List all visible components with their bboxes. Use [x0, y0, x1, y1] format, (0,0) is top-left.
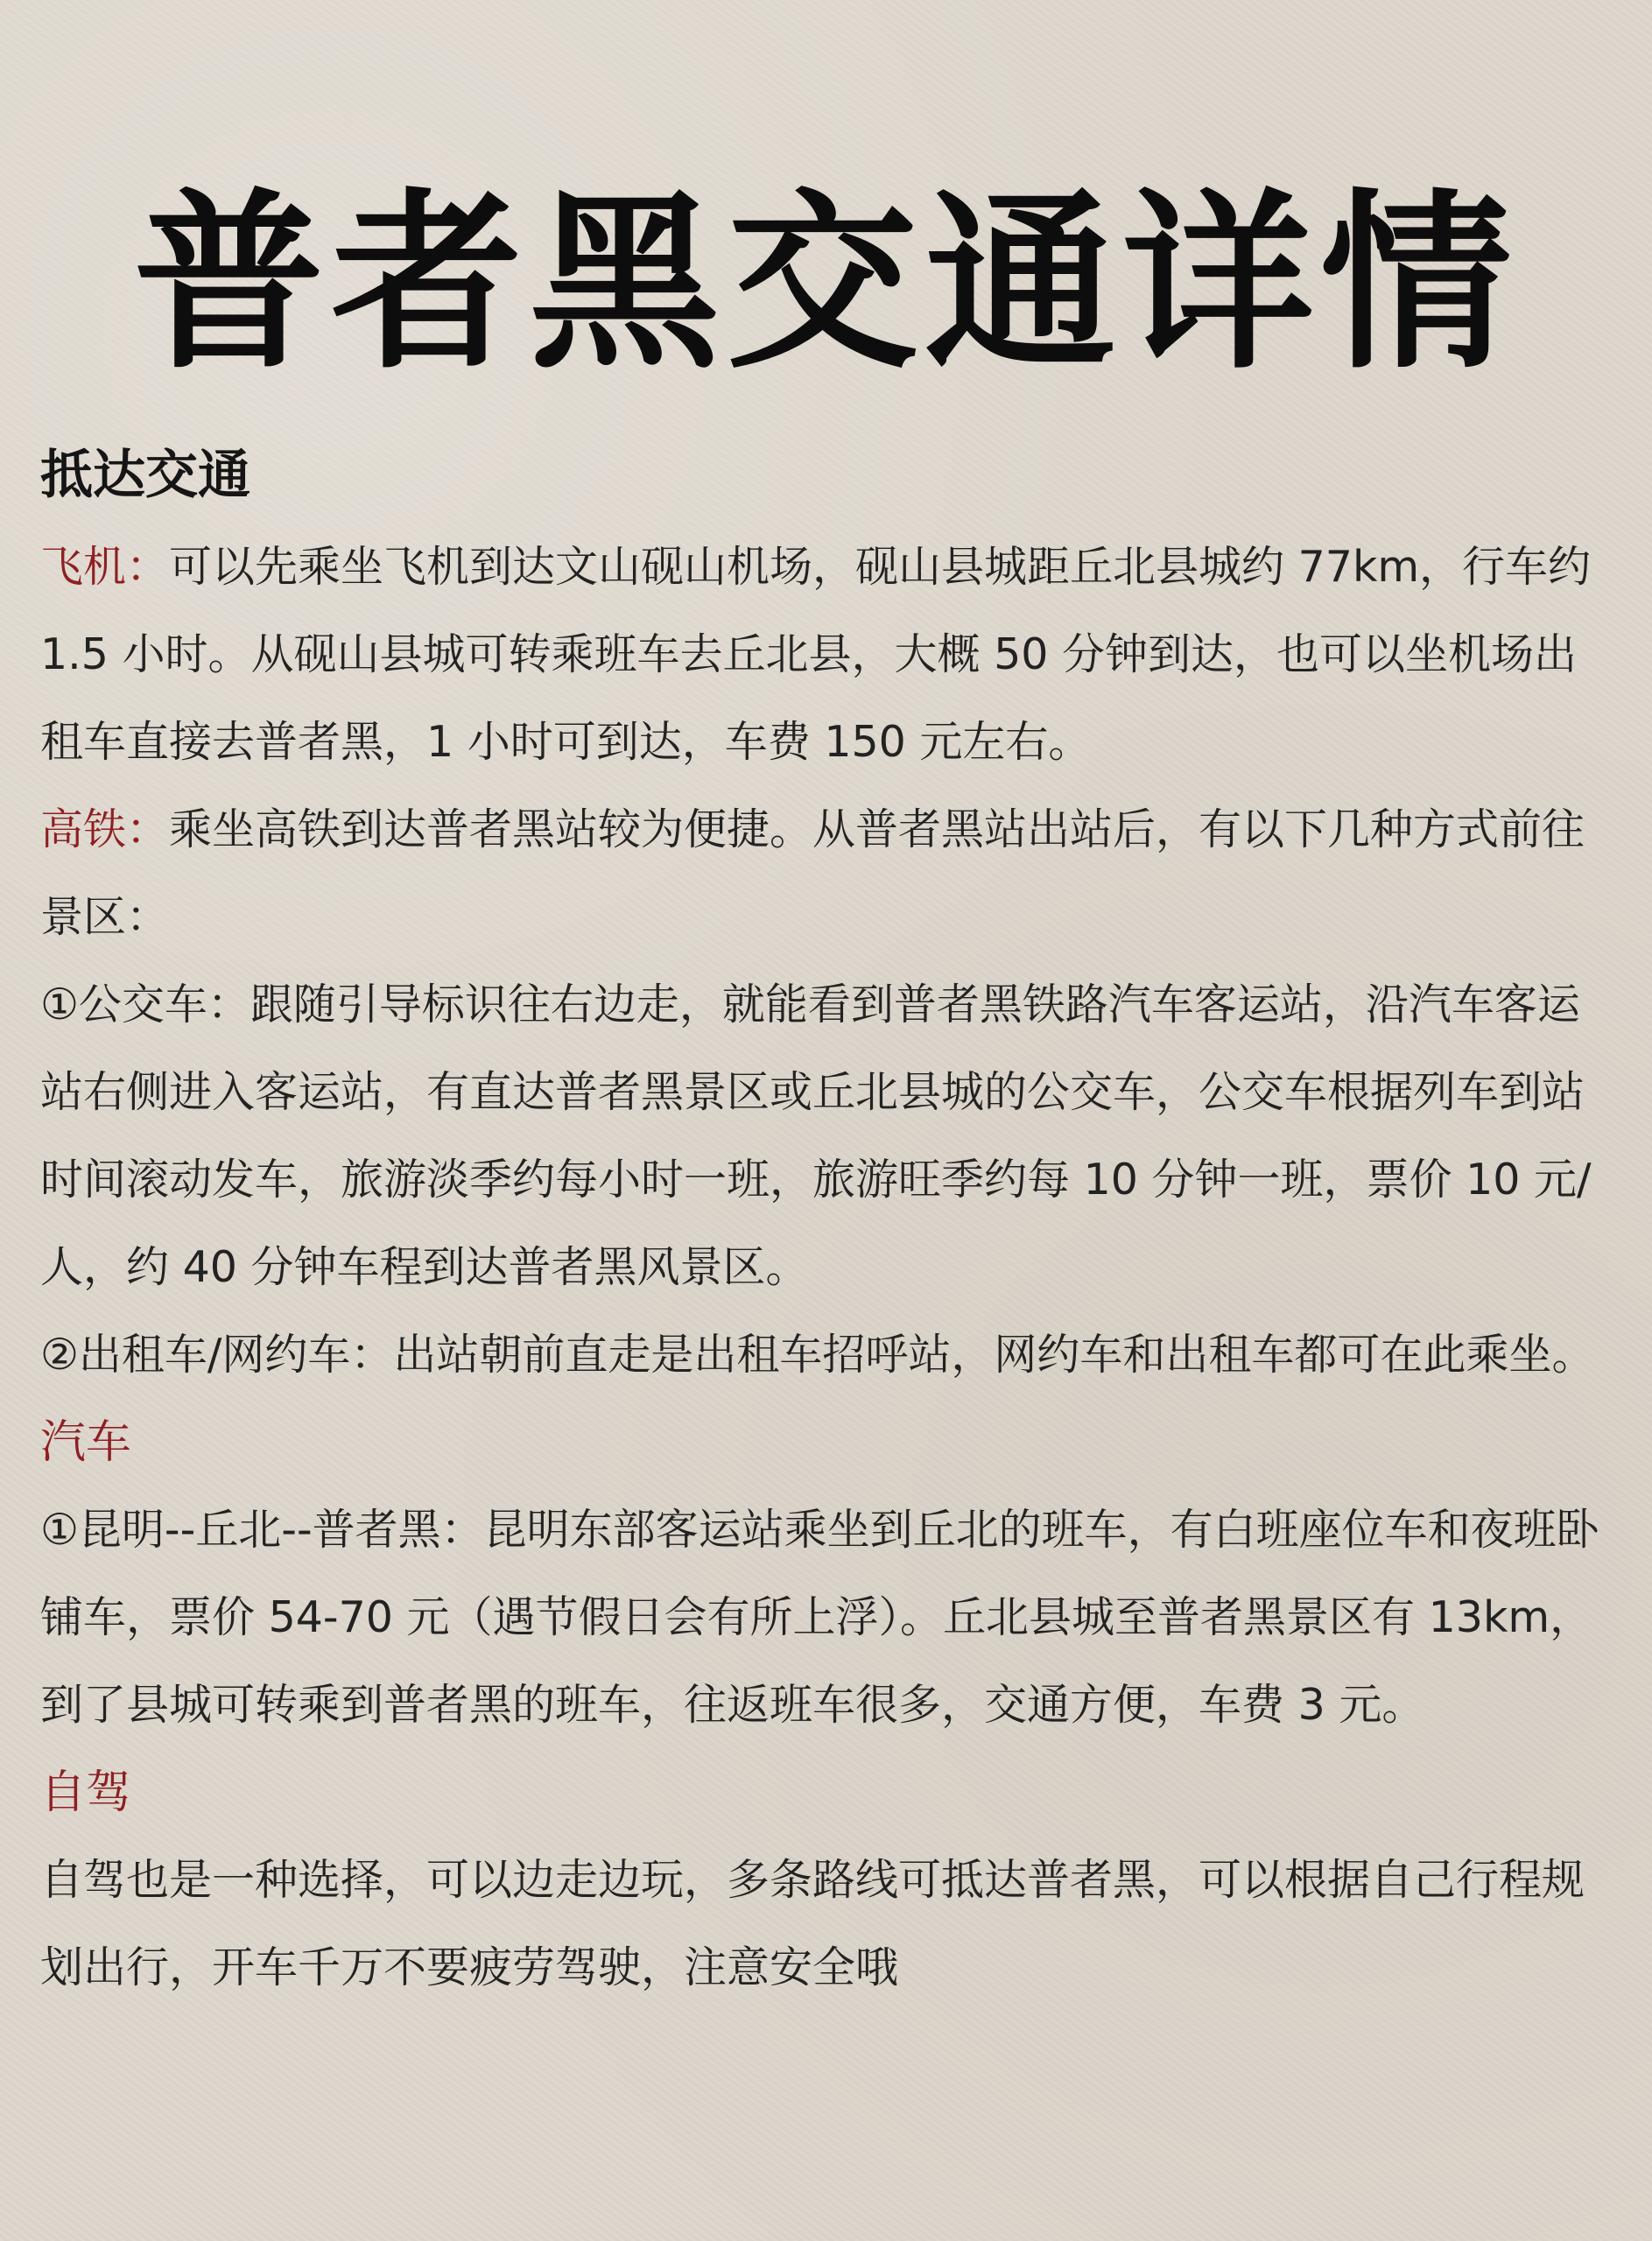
drive-text: 自驾也是一种选择，可以边走边玩，多条路线可抵达普者黑，可以根据自己行程规划出行，开车千万不要疲劳驾驶，注意安全哦	[40, 1855, 1585, 1992]
section-heading: 抵达交通	[40, 445, 250, 506]
bus-option-kunming: ①昆明--丘北--普者黑：昆明东部客运站乘坐到丘北的班车，有白班座位车和夜班卧铺车，票价 54-70 元（遇节假日会有所上浮）。丘北县城至普者黑景区有 13km，到了县城可转乘到普者黑的班车，往返班车很多，交通方便，车费 3 元。	[40, 1505, 1599, 1730]
content	[40, 436, 1616, 2012]
plane-label: 飞机：	[40, 542, 170, 592]
plane-paragraph	[40, 523, 1616, 786]
drive-label: 自驾	[40, 1767, 132, 1819]
page-title: 普者黑交通详情	[133, 173, 1519, 395]
rail-paragraph	[40, 786, 1616, 961]
bus-label: 汽车	[40, 1416, 132, 1469]
rail-label: 高铁：	[40, 804, 170, 854]
rail-text: 乘坐高铁到达普者黑站较为便捷。从普者黑站出站后，有以下几种方式前往景区：	[40, 804, 1585, 942]
rail-option-bus: ①公交车：跟随引导标识往右边走，就能看到普者黑铁路汽车客运站，沿汽车客运站右侧进入客运站，有直达普者黑景区或丘北县城的公交车，公交车根据列车到站时间滚动发车，旅游淡季约每小时一班，旅游旺季约每 10 分钟一班，票价 10 元/人，约 40 分钟车程到达普者黑风景区。	[40, 980, 1592, 1292]
rail-option-taxi: ②出租车/网约车：出站朝前直走是出租车招呼站，网约车和出租车都可在此乘坐。	[40, 1330, 1595, 1380]
plane-text: 可以先乘坐飞机到达文山砚山机场，砚山县城距丘北县城约 77km，行车约 1.5 小时。从砚山县城可转乘班车去丘北县，大概 50 分钟到达，也可以坐机场出租车直接去普者黑，1 小时可到达，车费 150 元左右。	[40, 542, 1592, 767]
